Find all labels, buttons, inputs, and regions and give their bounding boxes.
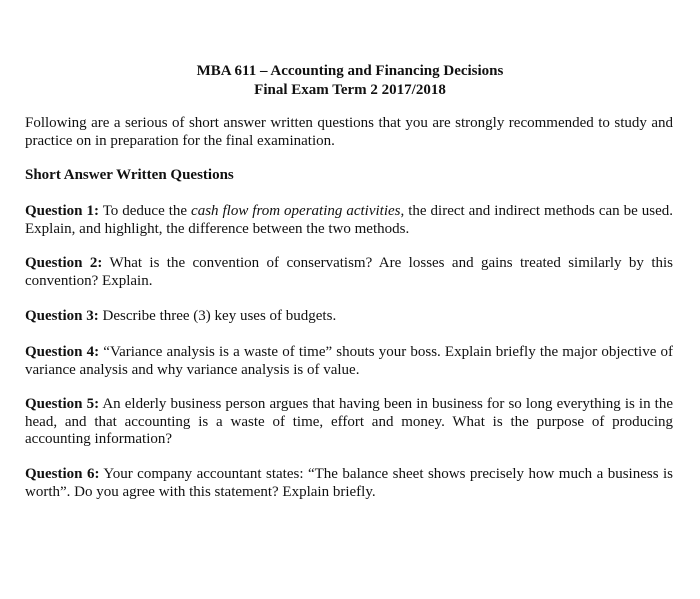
- question-4: [25, 344, 673, 379]
- question-text-post: , the direct and indirect methods can be used. Explain, and highlight, the difference between the two methods.: [25, 203, 674, 237]
- question-text: “Variance analysis is a waste of time” shouts your boss. Explain briefly the major objective of variance analysis and why variance analysis is of value.: [25, 344, 673, 378]
- question-label: Question 2:: [25, 255, 103, 271]
- question-label: Question 3:: [25, 308, 99, 324]
- question-3: [25, 308, 673, 326]
- question-label: Question 6:: [25, 466, 100, 482]
- question-text: An elderly business person argues that having been in business for so long everything is in the head, and that accounting is a waste of time, effort and money. What is the purpose of producing accounting information?: [25, 396, 673, 447]
- question-text-pre: To deduce the: [102, 203, 188, 219]
- section-heading: Short Answer Written Questions: [25, 167, 234, 183]
- intro-paragraph: Following are a serious of short answer written questions that you are strongly recommended to study and practice on in preparation for the final examination.: [25, 115, 673, 149]
- question-label: Question 1:: [25, 203, 99, 219]
- question-text: Describe three (3) key uses of budgets.: [102, 308, 337, 324]
- question-2: [25, 255, 673, 290]
- question-emphasis: cash flow from operating activities: [191, 203, 401, 219]
- document-title-block: [0, 62, 700, 100]
- question-text: Your company accountant states: “The balance sheet shows precisely how much a business is worth”. Do you agree with this statement? Explain briefly.: [25, 466, 673, 500]
- question-text: What is the convention of conservatism? Are losses and gains treated similarly by this convention? Explain.: [25, 255, 673, 289]
- question-6: [25, 466, 673, 501]
- course-title: MBA 611 – Accounting and Financing Decisions: [196, 63, 504, 79]
- question-label: Question 5:: [25, 396, 100, 412]
- question-5: [25, 396, 673, 449]
- question-label: Question 4:: [25, 344, 100, 360]
- question-1: [25, 203, 673, 238]
- exam-title: Final Exam Term 2 2017/2018: [254, 82, 446, 98]
